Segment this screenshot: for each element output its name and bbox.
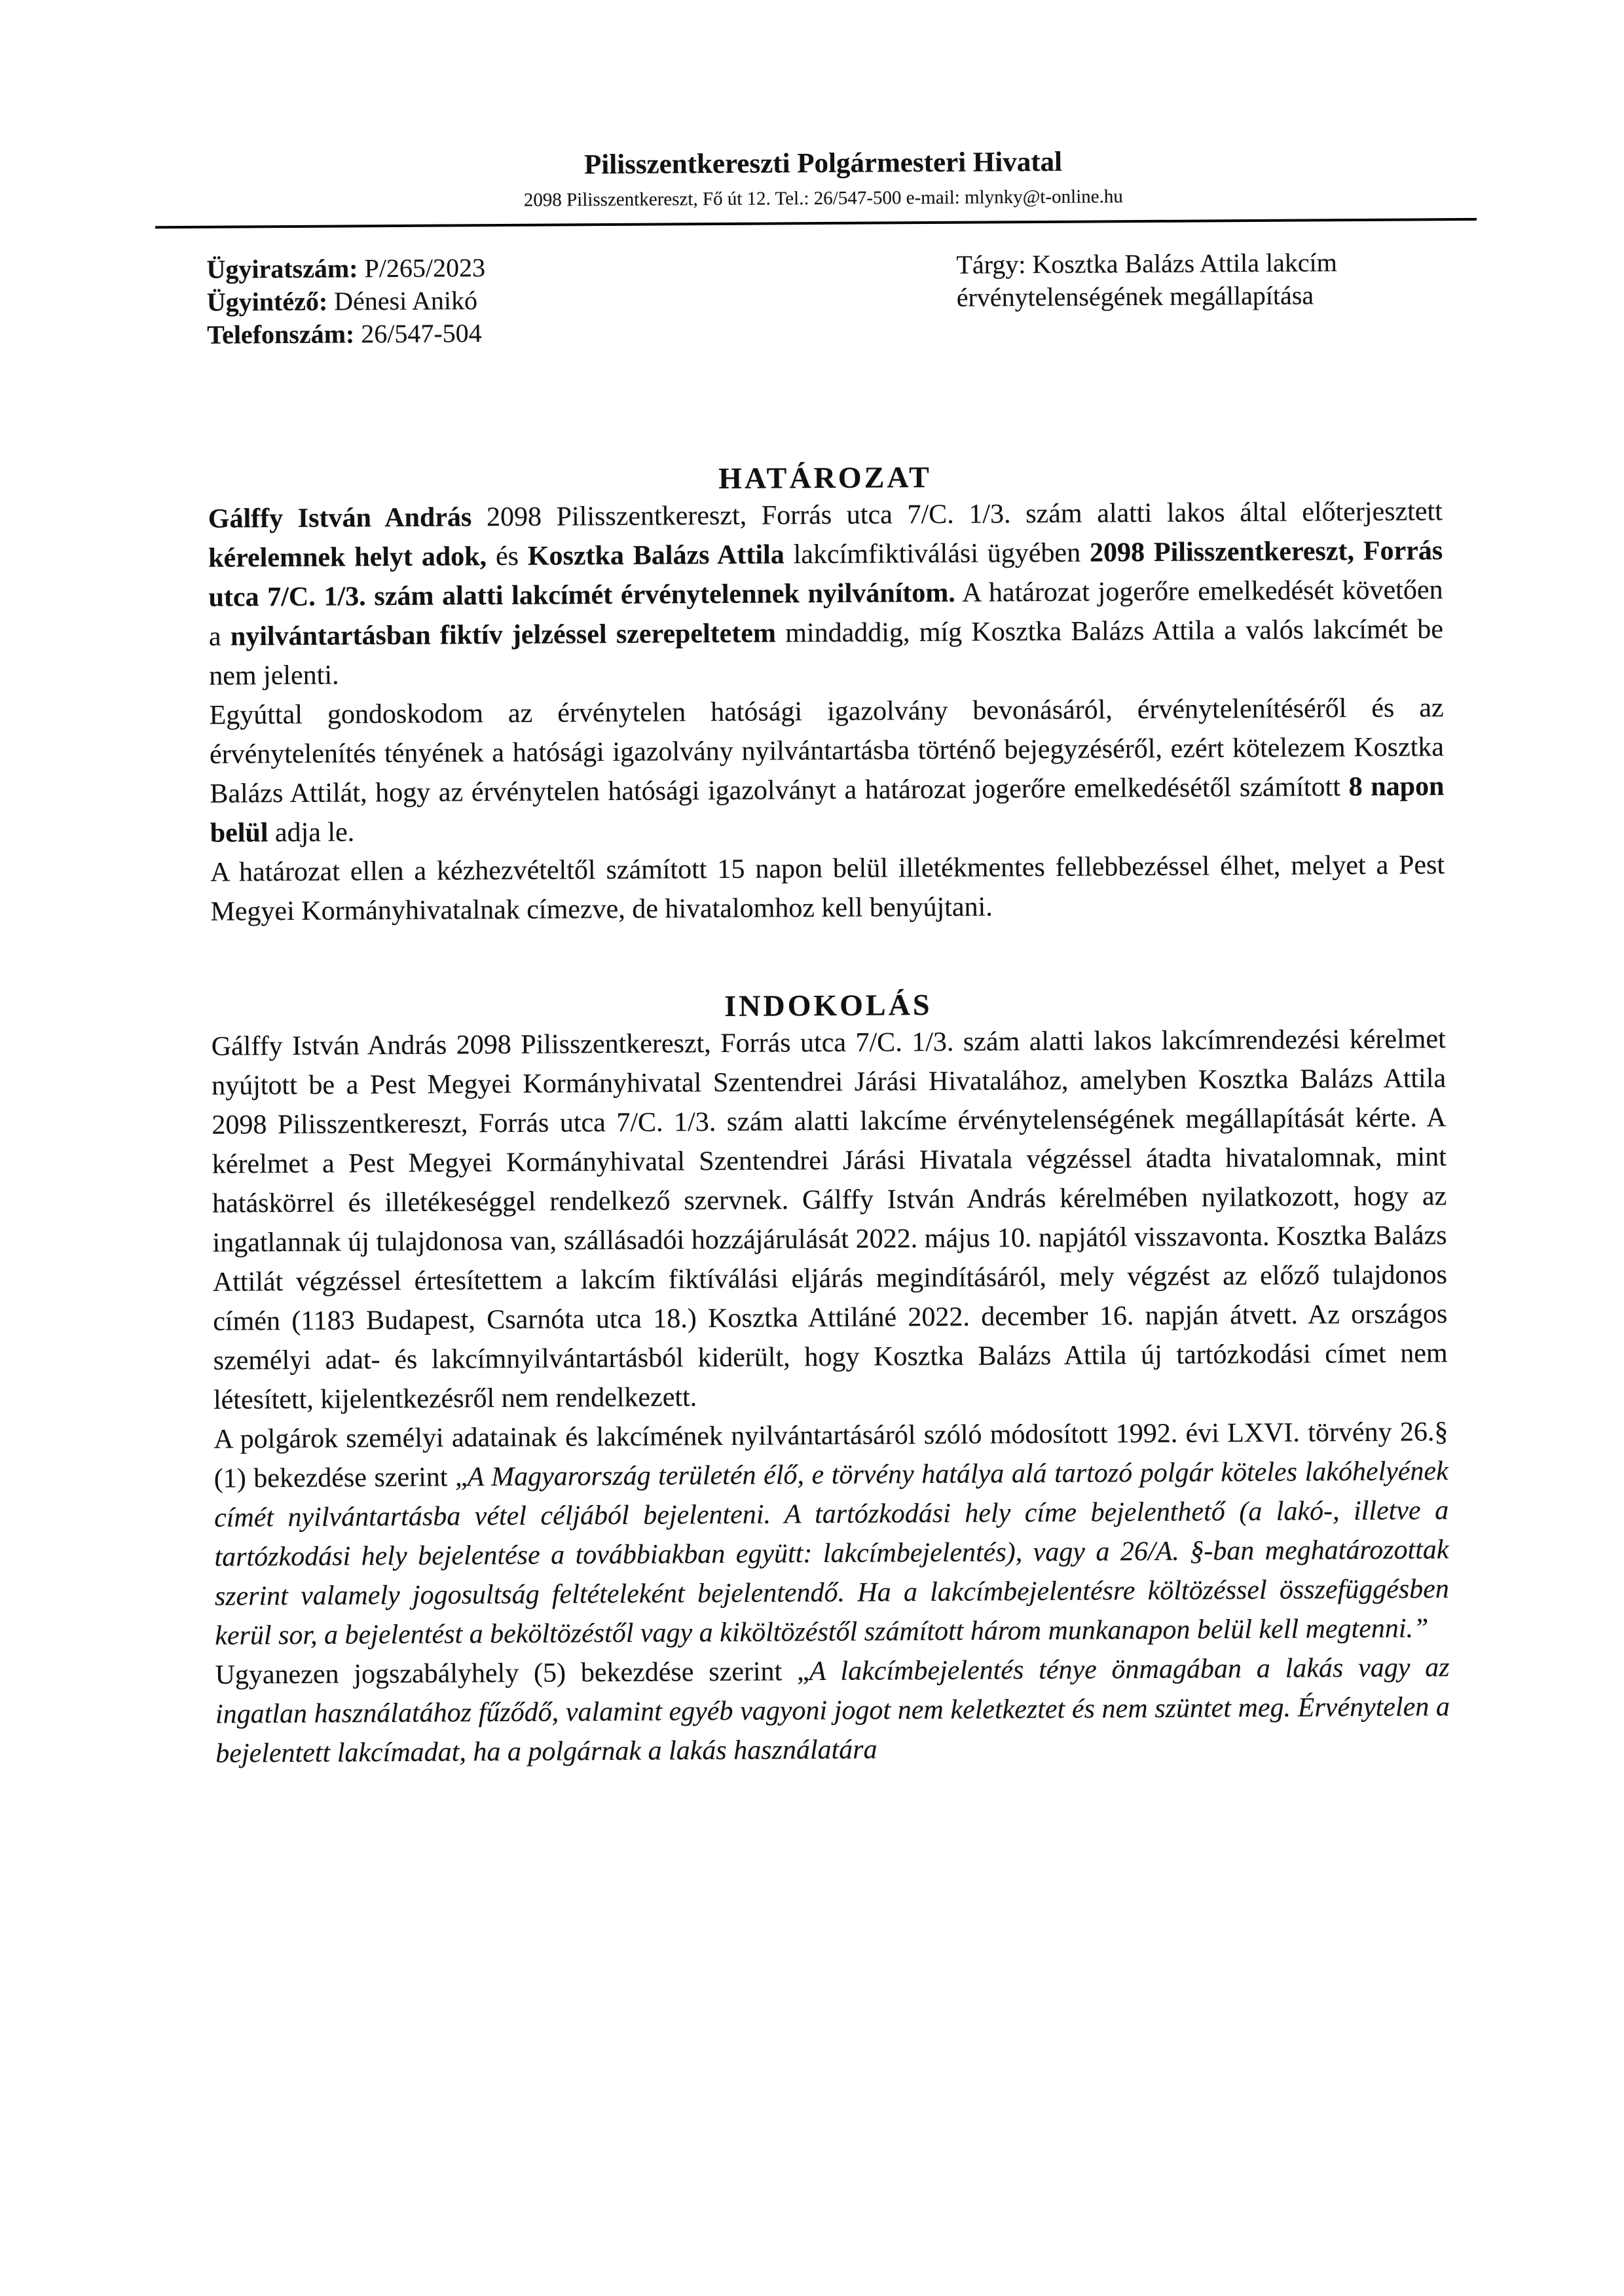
text-run: és [486,541,528,572]
justification-heading: INDOKOLÁS [724,988,932,1023]
justification-paragraph-2 [213,1412,1449,1656]
case-officer-label: Ügyintéző: [206,286,328,317]
text-run: Egyúttal gondoskodom az érvénytelen hatósági igazolvány bevonásáról, érvénytelenítéséről és az érvénytelenítés tényének a hatósági igazolvány nyilvántartásba történő bejegyzéséről, ezért kötelezem Kosztka Balázs Attilát, hogy az érvénytelen hatósági igazolványt a határozat jogerőre emelkedésétől számított [209,693,1445,809]
case-number-label: Ügyiratszám: [206,253,358,284]
text-run: A lakcímbejelentés ténye önmagában a lakás vagy az ingatlan használatához fűződő, valamint egyéb vagyoni jogot nem keletkeztet és nem szüntet meg. Érvénytelen a bejelentett lakcímadat, ha a polgárnak a lakás használatára [215,1652,1450,1769]
case-subject-block [956,246,1441,347]
case-subject-line-1: Tárgy: Kosztka Balázs Attila lakcím [956,247,1337,280]
justification-paragraph-3 [215,1648,1450,1774]
text-run: mindaddig, míg Kosztka Balázs Attila a valós lakcímét be nem jelenti. [209,614,1444,691]
text-run: Kosztka Balázs Attila [527,539,784,572]
text-run: A határozat jogerőre emelkedését követően a [208,575,1443,652]
decision-paragraph-2 [209,688,1444,853]
decision-paragraph-3 [210,845,1445,932]
text-run: lakcímfiktiválási ügyében [784,538,1090,570]
text-run: kérelemnek helyt adok, [208,541,487,574]
case-phone-label: Telefonszám: [206,319,355,350]
text-run: A határozat ellen a kézhezvételtől számított 15 napon belül illetékmentes fellebbezéssel élhet, melyet a Pest Megyei Kormányhivatalnak címezve, de hivatalomhoz kell benyújtani. [210,850,1445,927]
letterhead-divider [155,218,1477,228]
text-run: adja le. [268,817,355,848]
letterhead-address-line: 2098 Pilisszentkereszt, Fő út 12. Tel.: 26/547-500 e-mail: mlynky@t-online.hu [523,186,1123,211]
text-run: A Magyarország területén élő, e törvény hatálya alá tartozó polgár köteles lakóhelyének címét nyilvántartásba vétel céljából bejelenteni. A tartózkodási hely címe bejelenthető (a lakó-, illetve a tartózkodási hely bejelentése a továbbiakban együtt: lakcímbejelentés), vagy a 26/A. §-ban meghatározottak szerint valamely jogosultság feltételeként bejelentendő. Ha a lakcímbejelentésre költözéssel összefüggésben kerül sor, a bejelentést a beköltözéstől vagy a kiköltözéstől számított három munkanapon belül kell megtenni.” [214,1456,1449,1651]
case-info-row [206,246,1441,352]
case-phone-value: 26/547-504 [361,318,482,349]
text-run: 8 napon belül [210,771,1445,848]
decision-heading: HATÁROZAT [718,460,932,495]
justification-paragraph-1 [212,1019,1449,1420]
text-run: Gálffy István András 2098 Pilisszentkereszt, Forrás utca 7/C. 1/3. szám alatti lakos lakcímrendezési kérelmet nyújtott be a Pest Megyei Kormányhivatal Szentendrei Járási Hivatalához, amelyben Kosztka Balázs Attila 2098 Pilisszentkereszt, Forrás utca 7/C. 1/3. szám alatti lakcíme érvénytelenségének megállapítását kérte. A kérelmet a Pest Megyei Kormányhivatal Szentendrei Járási Hivatala végzéssel átadta hivatalomnak, mint hatáskörrel és illetékeséggel rendelkező szervnek. Gálffy István András kérelmében nyilatkozott, hogy az ingatlannak új tulajdonosa van, szállásadói hozzájárulását 2022. május 10. napjától visszavonta. Kosztka Balázs Attilát végzéssel értesítettem a lakcím fiktíválási eljárás megindításáról, mely végzést az előző tulajdonos címén (1183 Budapest, Csarnóta utca 18.) Kosztka Attiláné 2022. december 16. napján átvett. Az országos személyi adat- és lakcímnyilvántartásból kiderült, hogy Kosztka Balázs Attila új tartózkodási címet nem létesített, kijelentkezésről nem rendelkezett. [211,1024,1448,1415]
case-subject-line-2: érvénytelenségének megállapítása [956,280,1314,312]
case-officer-value: Dénesi Anikó [334,285,478,316]
case-officer-line [207,284,486,319]
text-run: Ugyanezen jogszabályhely (5) bekezdése szerint „ [215,1656,809,1690]
letterhead-title: Pilisszentkereszti Polgármesteri Hivatal [583,146,1063,181]
text-run: nyilvántartásban fiktív jelzéssel szerepeltetem [230,618,777,652]
document-content [205,0,1450,1774]
case-info-left [206,251,485,352]
case-number-line [206,251,485,286]
case-number-value: P/265/2023 [364,253,486,283]
text-run: A polgárok személyi adatainak és lakcímének nyilvántartásáról szóló módosított 1992. évi LXVI. törvény 26.§ (1) bekezdése szerint „ [213,1417,1449,1494]
text-run: 2098 Pilisszentkereszt, Forrás utca 7/C. 1/3. szám alatti lakos által előterjesztett [486,496,1443,533]
decision-paragraph-1 [208,492,1444,696]
text-run: 2098 Pilisszentkereszt, Forrás utca 7/C. 1/3. szám alatti lakcímét érvénytelennek nyilvánítom. [208,536,1443,613]
text-run: Gálffy István András [208,502,487,534]
case-phone-line [207,317,486,352]
